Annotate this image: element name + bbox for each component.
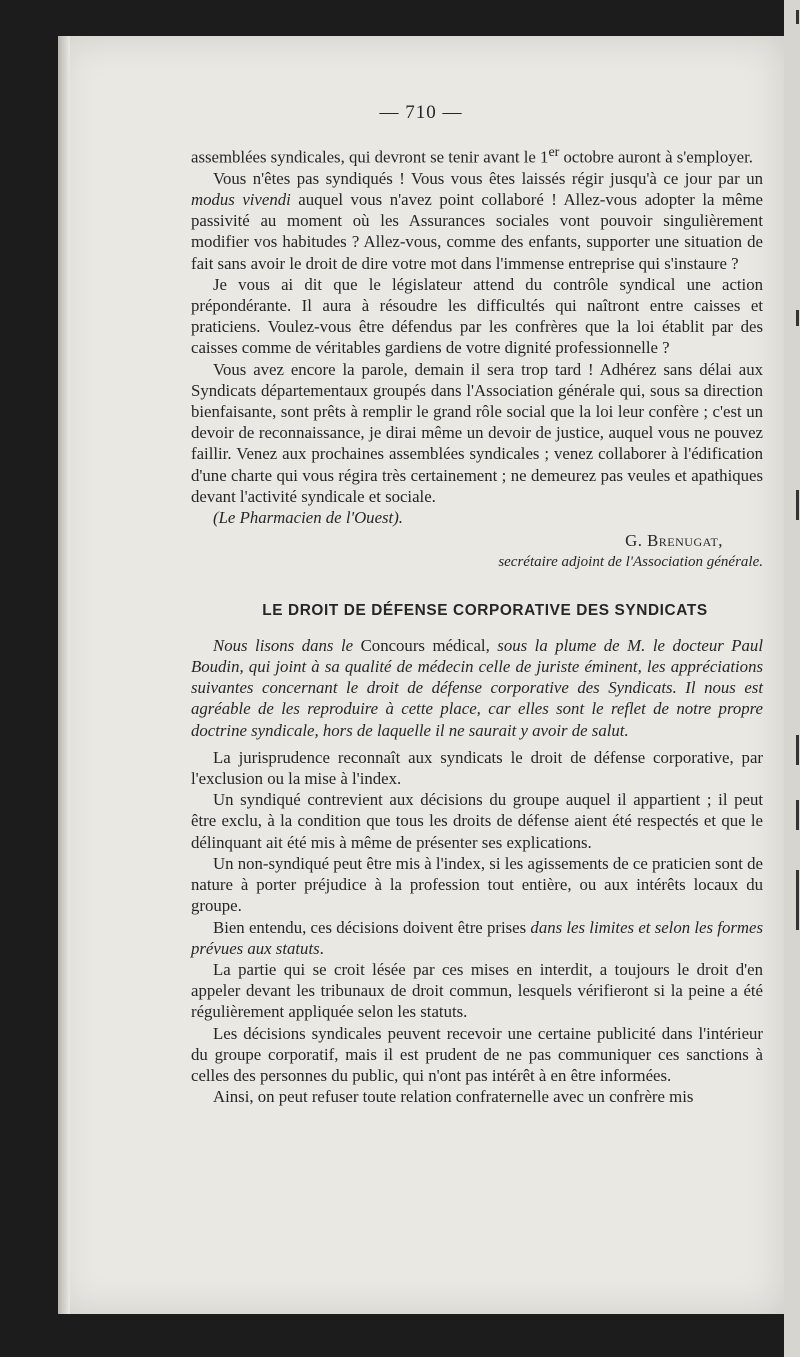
paragraph: Vous avez encore la parole, demain il sera trop tard ! Adhérez sans délai aux Syndicats départementaux groupés dans l'Association générale qui, sous sa direction bienfaisante, sont prêts à remplir le grand rôle social que la loi leur confère ; c'est un devoir de reconnaissance, je dirai même un devoir de justice, auquel vous ne pouvez faillir. Venez aux prochaines assemblées syndicales ; venez collaborer à l'édification d'une charte qui vous régira très certainement ; ne demeurez pas veules et apathiques devant l'activité syndicale et sociale. — [191, 359, 763, 506]
paragraph: La jurisprudence reconnaît aux syndicats le droit de défense corporative, par l'exclusion ou la mise à l'index. — [191, 747, 763, 789]
page-binding-shadow — [58, 36, 70, 1314]
edge-mark — [796, 800, 799, 830]
paragraph: Je vous ai dit que le législateur attend du contrôle syndical une action prépondérante. Il aura à résoudre les difficultés qui naîtront entre caisses et praticiens. Voulez-vous être défendus par les confrères que la loi établit par des caisses comme de véritables gardiens de votre dignité professionnelle ? — [191, 274, 763, 358]
superscript: er — [548, 145, 560, 160]
edge-mark — [796, 490, 799, 520]
editorial-intro: Nous lisons dans le Concours médical, sous la plume de M. le docteur Paul Boudin, qui joint à sa qualité de médecin celle de juriste éminent, les appréciations suivantes concernant le droit de défense corporative des Syndicats. Il nous est agréable de les reproduire à cette place, car elles sont le reflet de notre propre doctrine syndicale, hors de laquelle il ne saurait y avoir de salut. — [191, 635, 763, 740]
edge-mark — [796, 10, 799, 24]
paragraph: Un syndiqué contrevient aux décisions du groupe auquel il appartient ; il peut être exclu, à la condition que tous les droits de défense aient été respectés et que le délinquant ait été mis à même de présenter ses explications. — [191, 790, 763, 852]
paragraph: Vous n'êtes pas syndiqués ! Vous vous êtes laissés régir jusqu'à ce jour par un modus vivendi auquel vous n'avez point collaboré ! Allez-vous adopter la même passivité au moment où les Assurances sociales vont pouvoir singulièrement modifier vos habitudes ? Allez-vous, comme des enfants, supporter une situation de fait sans avoir le droit de dire votre mot dans l'immense entreprise qui s'instaure ? — [191, 168, 763, 273]
edge-mark — [796, 735, 799, 765]
paragraph: Bien entendu, ces décisions doivent être prises dans les limites et selon les formes prévues aux statuts. — [191, 917, 763, 958]
edge-mark — [796, 310, 799, 326]
paragraph: Un non-syndiqué peut être mis à l'index, si les agissements de ce praticien sont de nature à porter préjudice à la profession tout entière, ou aux intérêts locaux du groupe. — [191, 853, 763, 916]
source-citation: (Le Pharmacien de l'Ouest). — [213, 508, 404, 528]
paragraph: Ainsi, on peut refuser toute relation confraternelle avec un confrère mis — [213, 1087, 694, 1107]
paragraph: Les décisions syndicales peuvent recevoir une certaine publicité dans l'intérieur du groupe corporatif, mais il est prudent de ne pas communiquer ces sanctions à celles des personnes du public, qui n'ont pas intérêt à en être informées. — [191, 1023, 763, 1085]
page-content — [191, 142, 763, 1107]
document-page — [58, 36, 784, 1314]
signature-name: G. Brenugat, — [625, 531, 723, 551]
article-heading: LE DROIT DE DÉFENSE CORPORATIVE DES SYNDICATS — [262, 601, 708, 619]
signature-title: secrétaire adjoint de l'Association générale. — [498, 554, 763, 571]
paragraph: La partie qui se croit lésée par ces mises en interdit, a toujours le droit d'en appeler devant les tribunaux de droit commun, lesquels vérifieront si la peine a été régulièrement appliquée selon les statuts. — [191, 959, 763, 1022]
paragraph: assemblées syndicales, qui devront se tenir avant le 1er octobre auront à s'employer. — [191, 145, 753, 167]
edge-mark — [796, 870, 799, 930]
adjacent-page-edge — [784, 0, 800, 1357]
page-number: — 710 — — [379, 102, 463, 123]
